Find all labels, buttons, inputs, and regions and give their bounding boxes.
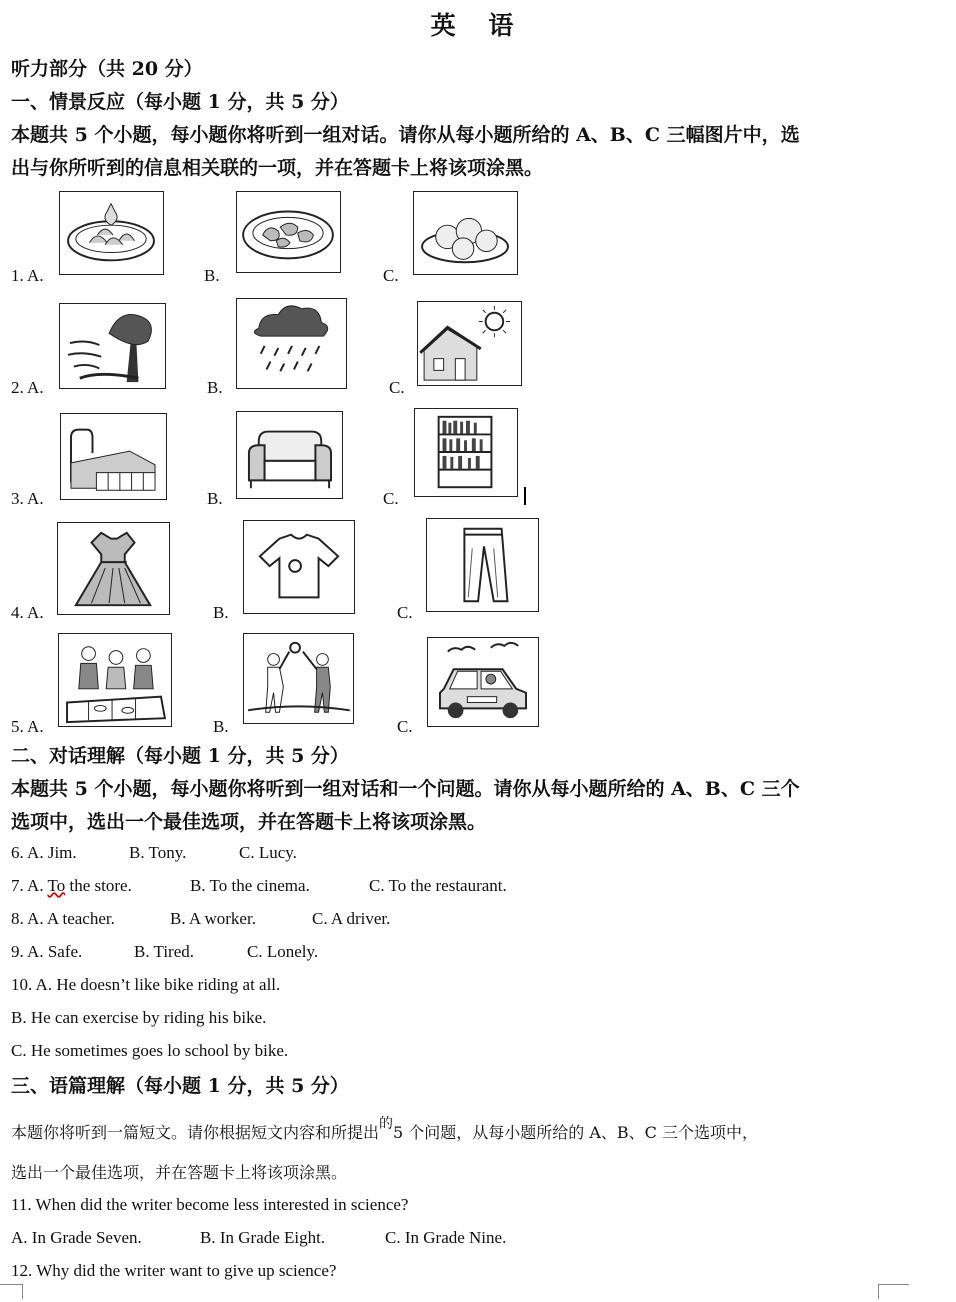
q6-option-c: C. Lucy. — [239, 843, 297, 862]
section1-instruction-line2: 出与你所听到的信息相关联的一项，并在答题卡上将该项涂黑。 — [11, 157, 544, 179]
q7-option-c: C. To the restaurant. — [369, 876, 507, 895]
q1-label-c: C. — [383, 266, 399, 285]
page-corner-mark-right — [878, 1284, 909, 1299]
trousers-icon[interactable] — [426, 518, 539, 612]
q5-label-a: 5. A. — [11, 717, 44, 736]
section2-instruction-line1: 本题共 5 个小题，每小题你将听到一组对话和一个问题。请你从每小题所给的 A、B、C 三个 — [11, 778, 800, 800]
q7-option-b: B. To the cinema. — [190, 876, 310, 895]
q5-label-b: B. — [213, 717, 229, 736]
q11-option-b: B. In Grade Eight. — [200, 1228, 326, 1247]
q10-option-c: C. He sometimes goes lo school by bike. — [11, 1041, 289, 1060]
q6-option-a: 6. A. Jim. — [11, 843, 77, 862]
steamed-buns-icon[interactable] — [413, 191, 518, 275]
picnic-icon[interactable] — [58, 633, 172, 727]
q2-label-b: B. — [207, 378, 223, 397]
q10-option-b: B. He can exercise by riding his bike. — [11, 1008, 267, 1027]
q3-label-b: B. — [207, 489, 223, 508]
q11-option-a: A. In Grade Seven. — [11, 1228, 142, 1247]
q9-option-c: C. Lonely. — [247, 942, 319, 961]
bed-icon[interactable] — [60, 413, 167, 500]
q7-option-a: 7. A. To the store. — [11, 876, 132, 895]
section3-heading: 三、语篇理解（每小题 1 分，共 5 分） — [11, 1075, 349, 1097]
q5-label-c: C. — [397, 717, 413, 736]
q2-label-c: C. — [389, 378, 405, 397]
q10-option-a: 10. A. He doesn’t like bike riding at all. — [11, 975, 281, 994]
text-cursor — [524, 487, 526, 505]
q11-option-c: C. In Grade Nine. — [385, 1228, 507, 1247]
section1-heading: 一、情景反应（每小题 1 分，共 5 分） — [11, 91, 349, 113]
car-driving-icon[interactable] — [427, 637, 539, 727]
rain-cloud-icon[interactable] — [236, 298, 347, 389]
q8-option-c: C. A driver. — [312, 909, 391, 928]
q3-label-c: C. — [383, 489, 399, 508]
q4-label-b: B. — [213, 603, 229, 622]
page-corner-mark-left — [0, 1284, 23, 1299]
q1-label-b: B. — [204, 266, 220, 285]
section1-instruction-line1: 本题共 5 个小题，每小题你将听到一组对话。请你从每小题所给的 A、B、C 三幅图片中，选 — [11, 124, 800, 146]
bookshelf-icon[interactable] — [414, 408, 518, 497]
q1-label-a: 1. A. — [11, 266, 44, 285]
sunny-house-icon[interactable] — [417, 301, 522, 386]
dumplings-icon[interactable] — [59, 191, 164, 275]
t-shirt-icon[interactable] — [243, 520, 355, 614]
fried-food-icon[interactable] — [236, 191, 341, 273]
section2-heading: 二、对话理解（每小题 1 分，共 5 分） — [11, 745, 349, 767]
q9-option-a: 9. A. Safe. — [11, 942, 83, 961]
q4-label-c: C. — [397, 603, 413, 622]
q11-stem: 11. When did the writer become less interested in science? — [11, 1195, 409, 1214]
section3-instruction-line1: 本题你将听到一篇短文。请你根据短文内容和所提出的5 个问题，从每小题所给的 A、B、C 三个选项中， — [11, 1116, 759, 1142]
section2-instruction-line2: 选项中，选出一个最佳选项，并在答题卡上将该项涂黑。 — [11, 811, 487, 833]
q8-option-a: 8. A. A teacher. — [11, 909, 115, 928]
sofa-icon[interactable] — [236, 411, 343, 499]
q8-option-b: B. A worker. — [170, 909, 256, 928]
windy-tree-icon[interactable] — [59, 303, 166, 389]
volleyball-icon[interactable] — [243, 633, 354, 724]
q2-label-a: 2. A. — [11, 378, 44, 397]
q9-option-b: B. Tired. — [134, 942, 194, 961]
section3-instruction-line2: 选出一个最佳选项，并在答题卡上将该项涂黑。 — [11, 1163, 348, 1182]
q6-option-b: B. Tony. — [129, 843, 187, 862]
listening-header: 听力部分（共 20 分） — [11, 58, 203, 80]
dress-icon[interactable] — [57, 522, 170, 615]
page-title: 英 语 — [430, 11, 526, 40]
q3-label-a: 3. A. — [11, 489, 44, 508]
q4-label-a: 4. A. — [11, 603, 44, 622]
q12-stem: 12. Why did the writer want to give up science? — [11, 1261, 337, 1280]
